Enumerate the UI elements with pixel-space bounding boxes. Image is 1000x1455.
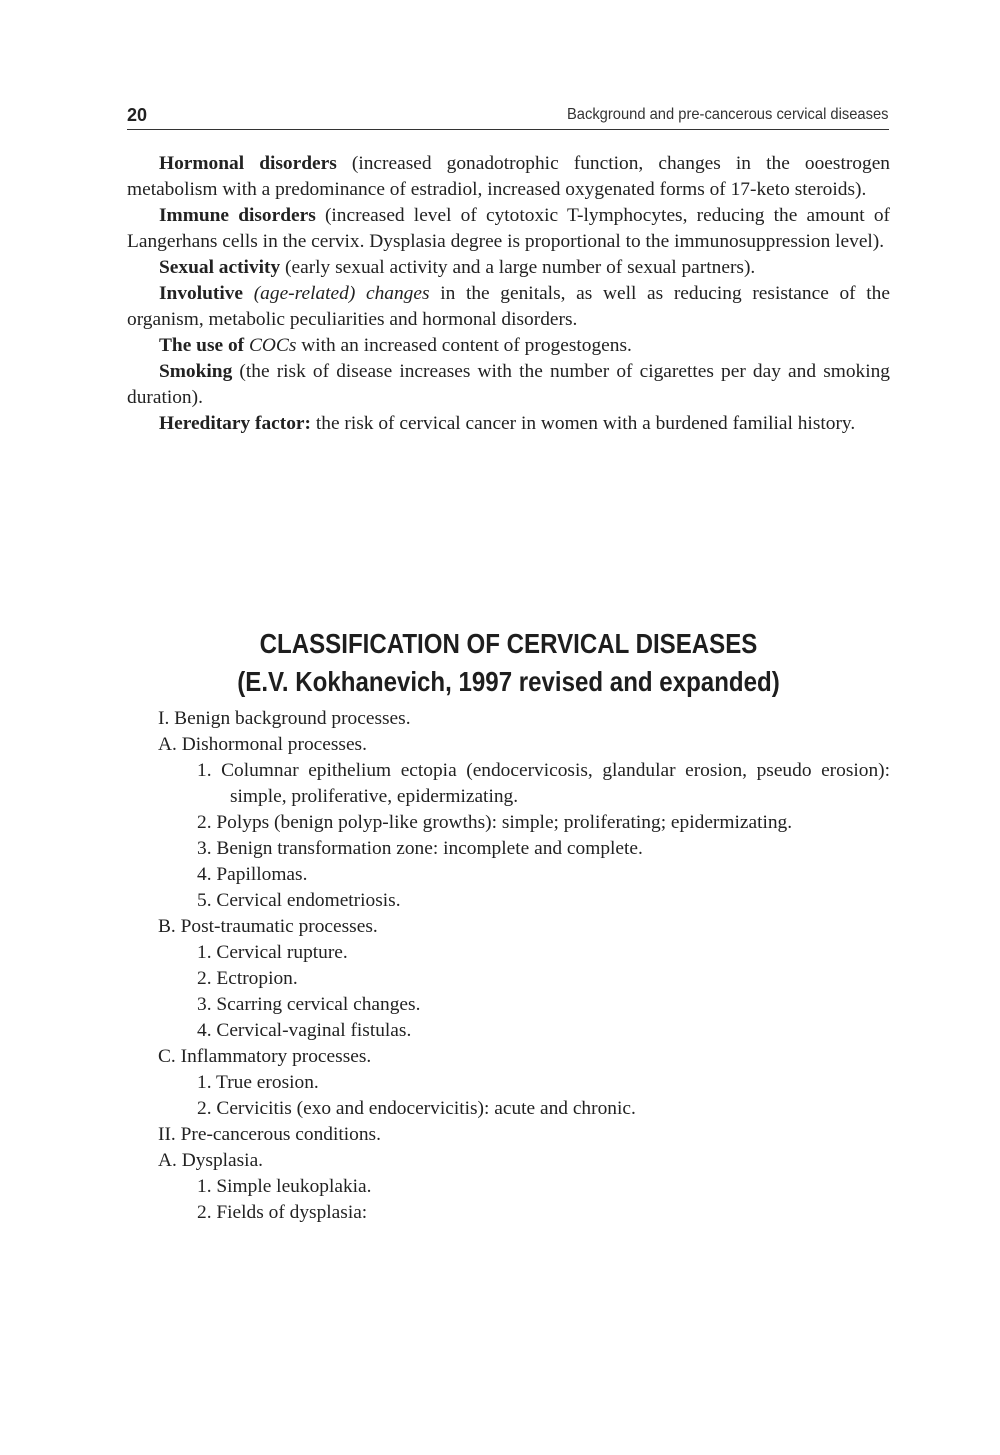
outline-item: 3. Scarring cervical changes. bbox=[197, 994, 421, 1015]
outline-item: C. Inflammatory processes. bbox=[158, 1046, 372, 1067]
risk-factor-term: Sexual activity bbox=[159, 257, 281, 278]
risk-factor-paragraph bbox=[127, 333, 890, 359]
outline-item: II. Pre-cancerous conditions. bbox=[158, 1124, 381, 1145]
outline-item: 4. Papillomas. bbox=[197, 864, 308, 885]
risk-factor-term: Involutive bbox=[159, 283, 244, 304]
outline-item: 2. Cervicitis (exo and endocervicitis): acute and chronic. bbox=[197, 1098, 636, 1119]
outline-item: 1. Simple leukoplakia. bbox=[197, 1176, 372, 1197]
risk-factor-paragraph bbox=[127, 151, 890, 203]
risk-factor-term: Immune disorders bbox=[159, 205, 316, 226]
risk-factor-description: (the risk of disease increases with the number of cigarettes per day and smoking duration). bbox=[127, 361, 890, 408]
page-number: 20 bbox=[127, 105, 148, 125]
risk-factor-paragraph bbox=[127, 281, 890, 333]
classification-outline bbox=[0, 706, 1000, 1226]
risk-factor-description: (early sexual activity and a large number of sexual partners). bbox=[280, 257, 756, 278]
running-title: Background and pre-cancerous cervical diseases bbox=[567, 106, 889, 123]
outline-item: 5. Cervical endometriosis. bbox=[197, 890, 401, 911]
risk-factor-description: in the genitals, as well as reducing resistance of the organism, metabolic peculiarities and hormonal disorders. bbox=[127, 283, 890, 330]
spacer-text bbox=[243, 283, 254, 304]
outline-item: 2. Ectropion. bbox=[197, 968, 298, 989]
risk-factor-description: (increased gonadotrophic function, changes in the ooestrogen metabolism with a predominance of estradiol, increased oxygenated forms of 17-keto steroids). bbox=[127, 153, 890, 200]
section-title bbox=[180, 625, 836, 701]
risk-factor-description: the risk of cervical cancer in women with a burdened familial history. bbox=[311, 413, 856, 434]
outline-item: 1. True erosion. bbox=[197, 1072, 319, 1093]
risk-factor-term: Smoking bbox=[159, 361, 233, 382]
outline-item: 2. Polyps (benign polyp-like growths): simple; proliferating; epidermizating. bbox=[197, 812, 793, 833]
outline-item: 3. Benign transformation zone: incomplete and complete. bbox=[197, 838, 643, 859]
page-header bbox=[127, 103, 889, 130]
outline-item: 1. Cervical rupture. bbox=[197, 942, 348, 963]
outline-item: I. Benign background processes. bbox=[158, 708, 411, 729]
risk-factor-term: Hormonal disorders bbox=[159, 153, 337, 174]
outline-item: B. Post-traumatic processes. bbox=[158, 916, 378, 937]
risk-factor-term: The use of bbox=[159, 335, 245, 356]
section-title-line-2: (E.V. Kokhanevich, 1997 revised and expanded) bbox=[237, 666, 780, 697]
risk-factor-paragraph bbox=[127, 359, 890, 411]
risk-factor-paragraph bbox=[127, 411, 890, 437]
risk-factor-description: (increased level of cytotoxic T-lymphocytes, reducing the amount of Langerhans cells in the cervix. Dysplasia degree is proportional to the immunosuppression level). bbox=[127, 205, 891, 252]
risk-factor-italic: (age-related) changes bbox=[253, 283, 430, 304]
section-title-line-1: CLASSIFICATION OF CERVICAL DISEASES bbox=[259, 628, 758, 659]
outline-item: 1. Columnar epithelium ectopia (endocervicosis, glandular erosion, pseudo erosion): simple, proliferative, epidermizating. bbox=[197, 760, 890, 807]
outline-item: 2. Fields of dysplasia: bbox=[197, 1202, 368, 1223]
risk-factor-italic: COCs bbox=[248, 335, 297, 356]
risk-factors-text bbox=[127, 151, 890, 437]
risk-factor-paragraph bbox=[127, 203, 890, 255]
risk-factor-paragraph bbox=[127, 255, 890, 281]
risk-factor-description: with an increased content of progestogens. bbox=[296, 335, 632, 356]
outline-item: 4. Cervical-vaginal fistulas. bbox=[197, 1020, 412, 1041]
outline-item: A. Dishormonal processes. bbox=[158, 734, 367, 755]
risk-factor-term: Hereditary factor: bbox=[159, 413, 312, 434]
outline-item: A. Dysplasia. bbox=[158, 1150, 264, 1171]
